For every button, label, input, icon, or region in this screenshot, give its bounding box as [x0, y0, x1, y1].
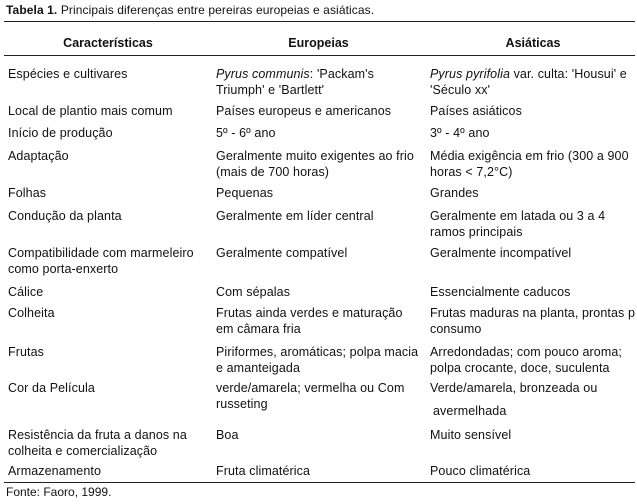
- row-asian-value: Muito sensível: [430, 428, 512, 442]
- caption-text: Principais diferenças entre pereiras europeias e asiáticas.: [60, 3, 375, 17]
- row-european-value: Geralmente compatível: [216, 246, 348, 260]
- row-asian-value-line2: avermelhada: [433, 404, 507, 418]
- row-label: Condução da planta: [8, 209, 122, 223]
- row-european-value: Países europeus e americanos: [216, 104, 392, 118]
- header-rule: [4, 55, 635, 56]
- caption-label: Tabela 1.: [6, 3, 58, 17]
- row-label: Início de produção: [8, 126, 113, 140]
- source-note: Fonte: Faoro, 1999.: [6, 485, 112, 499]
- header-characteristics: Características: [63, 36, 153, 50]
- row-asian-value: Geralmente incompatível: [430, 246, 572, 260]
- row-asian-value: Países asiáticos: [430, 104, 522, 118]
- row-label: Cor da Película: [8, 381, 95, 395]
- row-european-value: Boa: [216, 428, 239, 442]
- row-european-value: Frutas ainda verdes e maturação em câmara fria: [216, 306, 403, 336]
- row-label: Resistência da fruta a danos na colheita e comercialização: [8, 428, 187, 458]
- table-caption: [6, 3, 374, 17]
- row-label: Colheita: [8, 306, 55, 320]
- top-rule: [4, 21, 635, 22]
- row-european-value: Fruta climatérica: [216, 464, 311, 478]
- row-asian-value: Média exigência em frio (300 a 900 horas < 7,2°C): [430, 149, 629, 179]
- row-label: Compatibilidade com marmeleiro como porta-enxerto: [8, 246, 194, 276]
- row-european-value: Geralmente em líder central: [216, 209, 374, 223]
- row-label: Frutas: [8, 345, 45, 359]
- row-label: Armazenamento: [8, 464, 102, 478]
- species-name: Pyrus pyrifolia: [430, 67, 510, 81]
- row-asian-value: Essencialmente caducos: [430, 285, 571, 299]
- header-european: Europeias: [288, 36, 349, 50]
- row-asian-value-line1: Verde/amarela, bronzeada ou: [430, 381, 598, 395]
- row-european-value: [216, 67, 421, 98]
- cultivars-text: var. culta: 'Housui' e 'Século xx': [430, 67, 627, 97]
- row-label: Adaptação: [8, 149, 69, 163]
- cultivars-text: : 'Packam's Triumph' e 'Bartlett': [216, 67, 375, 97]
- row-asian-value: Pouco climatérica: [430, 464, 531, 478]
- row-label: Local de plantio mais comum: [8, 104, 173, 118]
- row-label: Espécies e cultivares: [8, 67, 128, 81]
- row-asian-value: [430, 67, 636, 98]
- row-european-value: Piriformes, aromáticas; polpa macia e amanteigada: [216, 345, 419, 375]
- row-asian-value: Geralmente em latada ou 3 a 4 ramos principais: [430, 209, 606, 239]
- row-european-value: Geralmente muito exigentes ao frio (mais de 700 horas): [216, 149, 414, 179]
- row-asian-value: Frutas maduras na planta, prontas p consumo: [430, 306, 636, 336]
- row-european-value: Com sépalas: [216, 285, 291, 299]
- row-label: Folhas: [8, 186, 47, 200]
- header-asian: Asiáticas: [505, 36, 561, 50]
- row-asian-value: 3º - 4º ano: [430, 126, 490, 140]
- row-european-value: verde/amarela; vermelha ou Com russeting: [216, 381, 405, 411]
- row-asian-value: Arredondadas; com pouco aroma; polpa crocante, doce, suculenta: [430, 345, 622, 375]
- row-label: Cálice: [8, 285, 44, 299]
- row-european-value: Pequenas: [216, 186, 274, 200]
- row-european-value: 5º - 6º ano: [216, 126, 276, 140]
- row-asian-value: Grandes: [430, 186, 479, 200]
- species-name: Pyrus communis: [216, 67, 310, 81]
- bottom-rule: [4, 482, 635, 483]
